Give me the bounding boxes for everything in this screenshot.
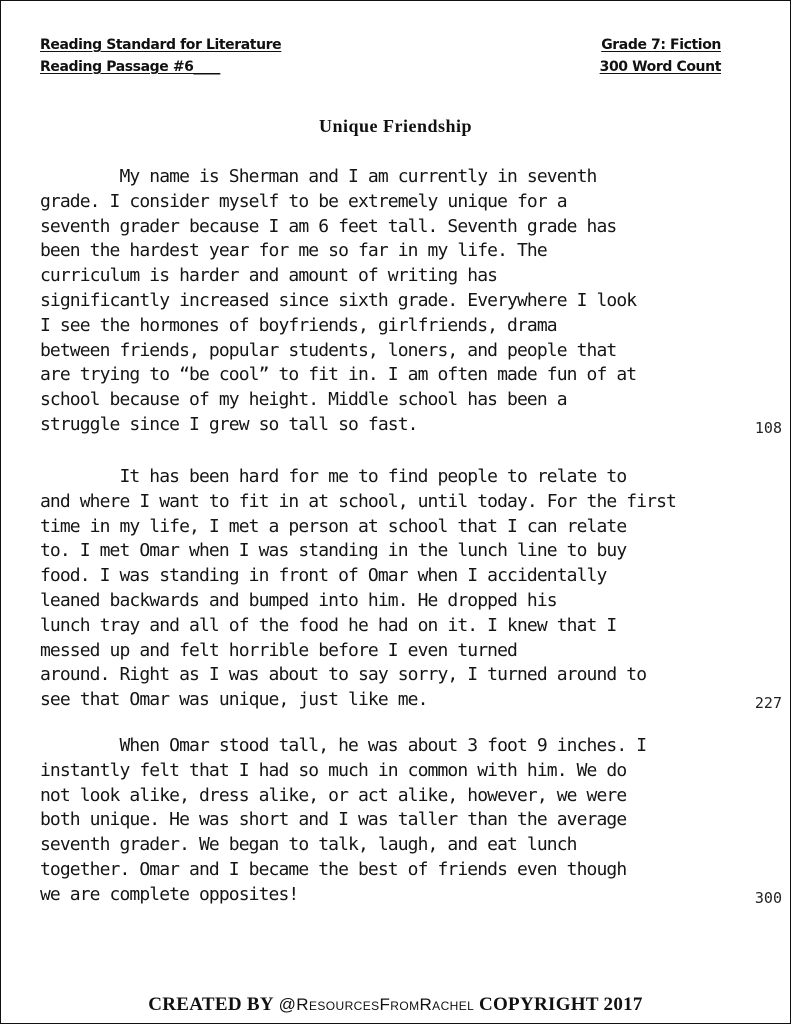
- passage-line: grade. I consider myself to be extremely unique for a: [40, 190, 567, 212]
- passage-line: My name is Sherman and I am currently in seventh: [40, 166, 597, 187]
- passage-line: significantly increased since sixth grade. Everywhere I look: [40, 290, 637, 311]
- passage-line: lunch tray and all of the food he had on it. I knew that I: [40, 614, 617, 636]
- passage-line: see that Omar was unique, just like me.: [40, 689, 428, 711]
- passage-line: between friends, popular students, loners, and people that: [40, 339, 617, 361]
- passage-line: seventh grader because I am 6 feet tall. Seventh grade has: [40, 215, 617, 237]
- header-standard: Reading Standard for Literature: [40, 37, 282, 53]
- passage-line: been the hardest year for me so far in my life. The: [40, 240, 547, 262]
- passage-line: When Omar stood tall, he was about 3 foot 9 inches. I: [40, 735, 647, 756]
- passage-title: Unique Friendship: [318, 116, 473, 136]
- passage-line: and where I want to fit in at school, until today. For the first: [40, 490, 676, 512]
- passage-line: seventh grader. We began to talk, laugh, and eat lunch: [40, 834, 577, 856]
- passage-line: struggle since I grew so tall so fast.: [40, 414, 418, 435]
- header-word-count: 300 Word Count: [599, 59, 721, 75]
- passage-line: both unique. He was short and I was taller than the average: [40, 809, 627, 831]
- passage-line: together. Omar and I became the best of friends even though: [40, 859, 627, 880]
- passage-line: not look alike, dress alike, or act alike, however, we were: [40, 784, 627, 806]
- passage-line: school because of my height. Middle school has been a: [40, 389, 567, 411]
- header-passage-number: Reading Passage #6____: [40, 59, 220, 75]
- passage-line: we are complete opposites!: [40, 883, 299, 905]
- passage-line: messed up and felt horrible before I even turned: [40, 639, 517, 661]
- passage-line: around. Right as I was about to say sorry, I turned around to: [40, 664, 647, 686]
- footer-copyright: COPYRIGHT 2017: [478, 994, 643, 1015]
- passage-line: It has been hard for me to find people to relate to: [40, 466, 627, 487]
- footer-created-by: CREATED BY: [148, 994, 274, 1015]
- paragraph-word-count: 108: [754, 419, 782, 437]
- footer-credit: [0, 994, 791, 1016]
- paragraph-word-count: 300: [754, 888, 782, 907]
- passage-line: curriculum is harder and amount of writing has: [40, 265, 498, 287]
- passage-line: to. I met Omar when I was standing in the lunch line to buy: [40, 540, 627, 562]
- footer-handle: @ResourcesFromRachel: [278, 995, 475, 1014]
- passage-line: food. I was standing in front of Omar when I accidentally: [40, 565, 607, 587]
- header-grade: Grade 7: Fiction: [601, 37, 721, 53]
- passage-line: are trying to “be cool” to fit in. I am often made fun of at: [40, 364, 637, 386]
- passage-line: time in my life, I met a person at school that I can relate: [40, 515, 627, 537]
- paragraph-word-count: 227: [754, 694, 782, 713]
- passage-line: instantly felt that I had so much in common with him. We do: [40, 759, 627, 781]
- passage-line: leaned backwards and bumped into him. He dropped his: [40, 590, 557, 611]
- passage-line: I see the hormones of boyfriends, girlfriends, drama: [40, 314, 557, 336]
